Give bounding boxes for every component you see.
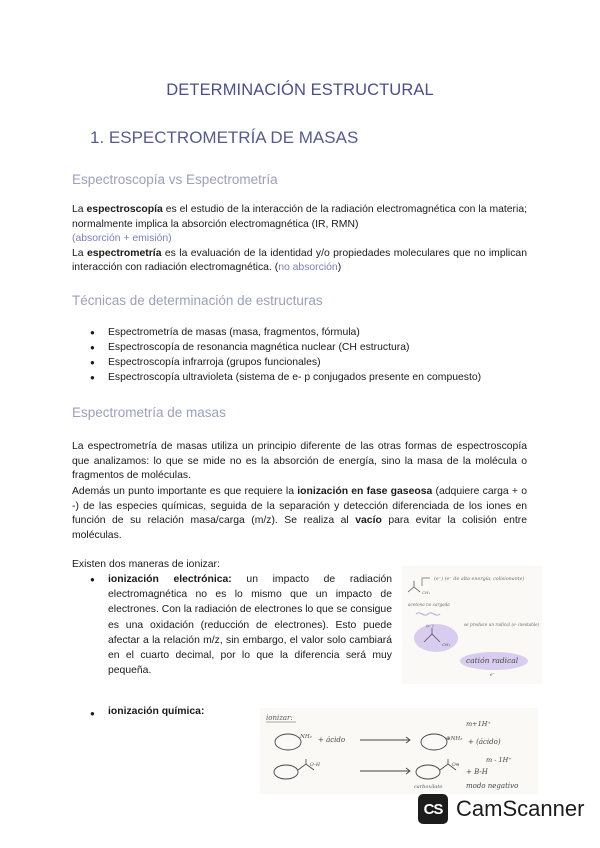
handwritten-sketch-electronic-ionization <box>402 566 542 684</box>
sketch-drawing <box>260 708 538 794</box>
note-absorcion-emision: (absorción + emisión) <box>72 233 172 245</box>
item-ionizacion-quimica <box>108 706 204 717</box>
sketch-drawing <box>402 566 542 684</box>
text: La <box>72 204 87 215</box>
sketch-label: catión radical <box>466 656 519 665</box>
text: (adquiere carga + o -) de las especies químicas, seguida de la separación y detección diferenciada de los iones en función de su relación masa/carga (m/z). Se realiza al <box>72 486 527 527</box>
bullet-icon: ● <box>90 709 95 718</box>
text: Además un punto importante es que requiere la <box>72 486 298 497</box>
term-ionizacion-quimica: ionización química: <box>108 706 205 717</box>
text: para evitar la colisión entre moléculas. <box>72 515 527 541</box>
text: La <box>72 247 87 259</box>
sketch2-mass1: m+1H⁺ <box>466 720 491 728</box>
sketch2-product2: + B-H <box>466 768 488 776</box>
text: un impacto de radiación electromagnética no es lo mismo que un impacto de electrones. Con la radiación de electrones lo que se consigue es una oxidación (reducción de electrones). Esto puede afectar a la relación m/z, sin embargo, el valor solo cambiará en el cuarto decimal, por lo que la diferencia será muy pequeña. <box>108 574 393 677</box>
document-title: DETERMINACIÓN ESTRUCTURAL <box>166 81 434 99</box>
svg-text:O–H: O–H <box>310 763 320 768</box>
text: es el estudio de la interacción de la radiación electromagnética con la materia; normalmente implica la absorción electromagnética (IR, RMN) <box>72 204 527 230</box>
svg-text:NH₂: NH₂ <box>300 734 312 740</box>
term-vacio: vacío <box>355 515 382 527</box>
subheading-espectrometria-de-masas: Espectrometría de masas <box>72 405 226 420</box>
subheading-espectroscopia-vs-espectrometria: Espectroscopía vs Espectrometría <box>72 172 278 187</box>
sketch2-heading: ionizar: <box>266 714 293 722</box>
bullet-icon: ● <box>90 575 95 584</box>
sketch-mol1-label: acetona no cargada <box>408 602 450 607</box>
paragraph-espectroscopia <box>72 203 527 276</box>
svg-text:⊕NH₃: ⊕NH₃ <box>446 736 463 742</box>
text: es la evaluación de la identidad y/o propiedades moleculares que no implican interacción con radiación electromagnética. ( <box>72 247 527 274</box>
svg-text:O⊖: O⊖ <box>452 763 460 768</box>
sketch-top-note: (e⁻) (e⁻ de alta energía, colisionante) <box>434 577 525 582</box>
sketch2-note: modo negativo <box>466 782 519 790</box>
list-item: ● Espectroscopía infrarroja (grupos funcionales) <box>90 355 550 370</box>
subheading-tecnicas: Técnicas de determinación de estructuras <box>72 293 323 308</box>
techniques-list <box>90 325 550 385</box>
handwritten-sketch-chemical-ionization <box>260 708 538 794</box>
list-item: ● Espectroscopía de resonancia magnética nuclear (CH estructura) <box>90 340 550 355</box>
svg-text:CH₃: CH₃ <box>422 590 431 595</box>
item-ionizacion-electronica <box>108 572 392 678</box>
paragraph-principio: La espectrometría de masas utiliza un principio diferente de las otras formas de espectroscopía que analizamos: lo que se mide no es la absorción de energía, sino la masa de la molécula o fragmentos de moléculas. <box>72 441 527 482</box>
note-no-absorcion: no absorción <box>278 262 338 274</box>
sketch2-mass2: m - 1H⁺ <box>486 756 512 764</box>
camscanner-text: CamScanner <box>456 796 585 821</box>
sketch2-label: carboxilato <box>414 784 443 790</box>
section-title: 1. ESPECTROMETRÍA DE MASAS <box>90 128 359 147</box>
svg-text:(e⁻): (e⁻) <box>426 623 434 628</box>
sketch2-reagent: + ácido <box>318 736 346 744</box>
term-espectroscopia: espectroscopía <box>86 204 163 215</box>
svg-text:CH₃: CH₃ <box>442 642 451 647</box>
ways-intro: Existen dos maneras de ionizar: <box>72 559 220 570</box>
sketch2-product1: + (ácido) <box>468 738 501 746</box>
term-ionizacion-fase-gaseosa: ionización en fase gaseosa <box>297 486 433 497</box>
camscanner-watermark <box>418 794 584 824</box>
paragraph-ionizacion <box>72 485 527 543</box>
sketch-side-note: se produce un radical (e- inestable) <box>464 622 540 627</box>
list-item: ● Espectrometría de masas (masa, fragmentos, fórmula) <box>90 325 550 340</box>
sketch-sub-label: e⁻ <box>490 673 496 678</box>
camscanner-logo-icon: CS <box>418 794 448 824</box>
text: ) <box>337 262 342 274</box>
term-espectrometria: espectrometría <box>86 247 162 259</box>
list-item: ● Espectroscopía ultravioleta (sistema de e- p conjugados presente en compuesto) <box>90 370 550 385</box>
term-ionizacion-electronica: ionización electrónica: <box>108 574 232 585</box>
